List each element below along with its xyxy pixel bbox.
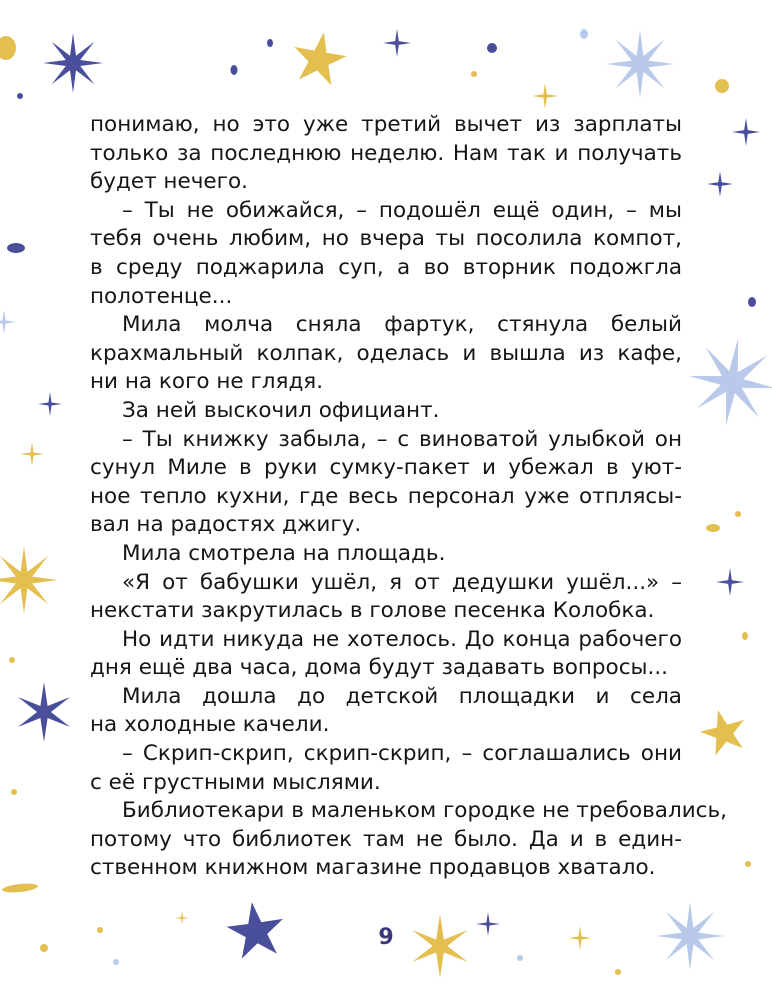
star-decoration — [656, 902, 724, 970]
text-line: только за последнюю неделю. Нам так и получать — [90, 140, 682, 166]
text-line: «Я от бабушки ушёл, я от дедушки ушёл...» – — [122, 569, 682, 595]
text-line: Мила смотрела на площадь. — [122, 540, 446, 566]
star-decoration — [383, 29, 411, 57]
text-line: Библиотекари в маленьком городке не требовались, — [122, 798, 727, 824]
text-line: – Ты книжку забыла, – с виноватой улыбкой он — [122, 426, 682, 452]
star-decoration — [0, 546, 58, 614]
star-decoration — [707, 171, 733, 197]
dot-decoration — [11, 789, 17, 795]
page-number: 9 — [378, 925, 394, 950]
dot-decoration — [748, 297, 756, 307]
dot-decoration — [615, 969, 621, 975]
dot-decoration — [745, 861, 751, 867]
text-line: крахмальный колпак, оделась и вышла из кафе, — [90, 340, 682, 366]
star-decoration — [682, 332, 772, 431]
star-decoration — [476, 912, 500, 936]
dot-decoration — [231, 65, 238, 75]
star-decoration — [224, 898, 288, 960]
star-decoration — [568, 926, 592, 950]
text-line: будет нечего. — [90, 169, 248, 195]
text-line: дня ещё два часа, дома будут задавать вопросы... — [90, 655, 669, 681]
dot-decoration — [706, 524, 720, 532]
star-decoration — [716, 568, 744, 596]
star-decoration — [18, 682, 70, 742]
text-line: ни на кого не глядя. — [90, 369, 324, 395]
text-line: на холодные качели. — [90, 712, 330, 738]
dot-decoration — [471, 71, 477, 77]
star-decoration — [43, 33, 103, 93]
text-line: с её грустными мыслями. — [90, 769, 381, 795]
star-decoration — [20, 442, 44, 466]
dot-decoration — [0, 36, 16, 60]
star-decoration — [606, 30, 674, 98]
dot-decoration — [113, 959, 119, 965]
text-line: ное тепло кухни, где весь персонал уже отплясы- — [90, 483, 682, 509]
star-decoration — [38, 392, 62, 416]
star-decoration — [175, 911, 189, 925]
text-line: За ней выскочил официант. — [122, 397, 440, 423]
text-line: Мила молча сняла фартук, стянула белый — [122, 312, 682, 338]
dot-decoration — [517, 955, 523, 961]
dot-decoration — [742, 632, 748, 640]
text-line: некстати закрутилась в голове песенка Колобка. — [90, 598, 655, 624]
star-decoration — [289, 28, 350, 87]
dot-decoration — [40, 944, 48, 952]
star-decoration — [532, 83, 558, 109]
star-decoration — [696, 704, 751, 758]
text-line: потому что библиотек там не было. Да и в един- — [90, 826, 682, 852]
text-line: Но идти никуда не хотелось. До конца рабочего — [122, 626, 682, 652]
dot-decoration — [487, 43, 497, 53]
dot-decoration — [580, 29, 588, 39]
dot-decoration — [2, 882, 39, 894]
dot-decoration — [735, 511, 741, 517]
text-line: ственном книжном магазине продавцов хватало. — [90, 855, 656, 881]
dot-decoration — [267, 39, 273, 47]
star-decoration — [0, 310, 16, 334]
body-text — [90, 111, 727, 883]
dot-decoration — [7, 243, 25, 253]
dot-decoration — [715, 79, 729, 93]
text-line: вал на радостях джигу. — [90, 512, 362, 538]
dot-decoration — [9, 657, 15, 663]
text-line: сунул Миле в руки сумку-пакет и убежал в уют- — [90, 455, 682, 481]
text-line: в среду поджарила суп, а во вторник подожгла — [90, 254, 682, 280]
text-line: тебя очень любим, но вчера ты посолила компот, — [90, 226, 682, 252]
text-line: – Скрип-скрип, скрип-скрип, – соглашались они — [122, 741, 682, 767]
text-line: Мила дошла до детской площадки и села — [122, 683, 682, 709]
star-decoration — [412, 914, 468, 978]
text-line: понимаю, но это уже третий вычет из зарплаты — [90, 112, 682, 137]
dot-decoration — [97, 927, 103, 933]
star-decoration — [732, 118, 760, 146]
text-line: – Ты не обижайся, – подошёл ещё один, – мы — [122, 197, 682, 223]
dot-decoration — [17, 93, 23, 99]
text-line: полотенце... — [90, 283, 233, 309]
